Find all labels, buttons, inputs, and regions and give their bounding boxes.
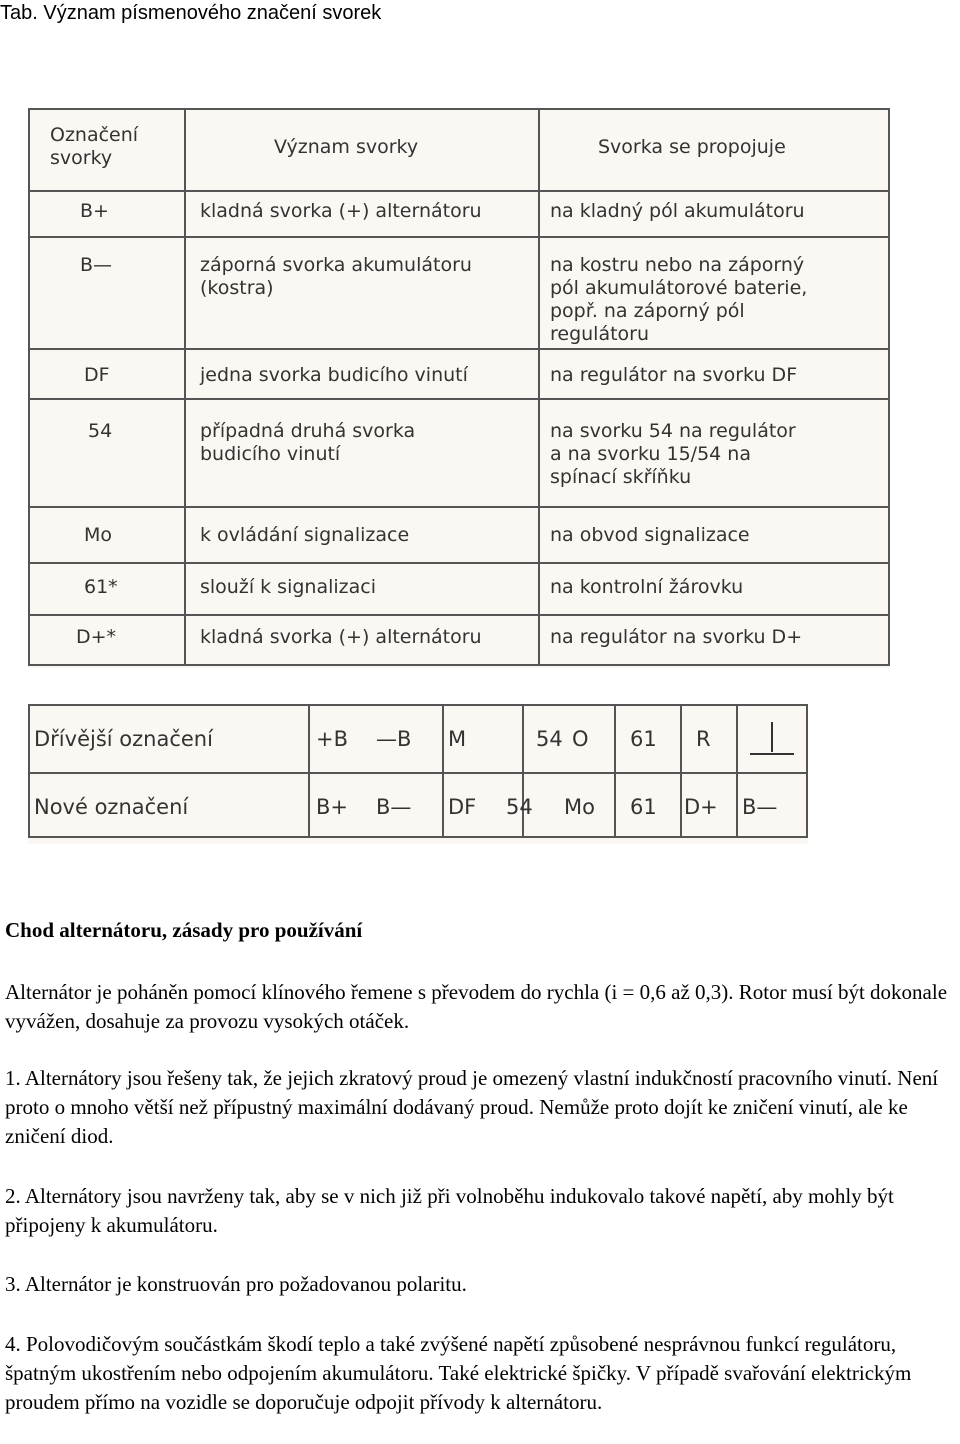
- new-code: B+: [316, 795, 349, 819]
- new-code: B—: [376, 795, 412, 819]
- column-divider: [442, 704, 444, 838]
- old-new-designation-table: [28, 704, 808, 844]
- table-divider: [28, 562, 890, 564]
- rule-4-paragraph: 4. Polovodičovým součástkám škodí teplo a také zvýšené napětí způsobené nesprávnou funkcí regulátoru, špatným ukostřením nebo odpojením akumulátoru. Také elektrické špičky. V případě svařování elektrickým proudem přímo na vozidle se doporučuje odpojit přívody k alternátoru.: [5, 1332, 912, 1414]
- table-border: [28, 108, 890, 110]
- terminal-meaning: kladná svorka (+) alternátoru: [200, 626, 482, 648]
- terminal-connection: na kladný pól akumulátoru: [550, 200, 805, 222]
- new-code: Mo: [564, 795, 595, 819]
- table-divider: [28, 190, 890, 192]
- column-divider: [184, 108, 186, 666]
- old-code: 54: [536, 727, 563, 751]
- terminal-connection: na regulátor na svorku DF: [550, 364, 798, 386]
- old-code: R: [696, 727, 711, 751]
- table-border: [28, 704, 30, 838]
- section-heading: Chod alternátoru, zásady pro používání: [5, 918, 363, 942]
- row-label-new: Nové označení: [34, 795, 189, 819]
- header-terminal-label: Označení svorky: [50, 124, 139, 169]
- terminal-code: 61*: [84, 576, 118, 598]
- new-code: 61: [630, 795, 657, 819]
- table-border: [806, 704, 808, 838]
- new-code: DF: [448, 795, 477, 819]
- new-code: B—: [742, 795, 778, 819]
- table-border: [28, 664, 890, 666]
- rule-2-paragraph: 2. Alternátory jsou navrženy tak, aby se v nich již při volnoběhu indukovalo takové napětí, aby mohly být připojeny k akumulátoru.: [5, 1184, 894, 1237]
- header-connection: Svorka se propojuje: [598, 136, 786, 158]
- terminal-connection: na regulátor na svorku D+: [550, 626, 803, 648]
- old-code: 61: [630, 727, 657, 751]
- terminal-connection: na obvod signalizace: [550, 524, 750, 546]
- terminal-meaning: k ovládání signalizace: [200, 524, 410, 546]
- old-code: O: [572, 727, 589, 751]
- terminal-meaning: slouží k signalizaci: [200, 576, 377, 598]
- old-code: M: [448, 727, 467, 751]
- column-divider: [614, 704, 616, 838]
- table-border: [28, 836, 808, 838]
- column-divider: [538, 108, 540, 666]
- new-code: 54: [506, 795, 533, 819]
- table-divider: [28, 614, 890, 616]
- rule-3-paragraph: 3. Alternátor je konstruován pro požadovanou polaritu.: [5, 1272, 467, 1296]
- table-divider: [28, 348, 890, 350]
- terminal-code: DF: [84, 364, 110, 386]
- column-divider: [308, 704, 310, 838]
- table-divider: [28, 506, 890, 508]
- terminal-meaning-table: [28, 108, 890, 668]
- terminal-meaning: kladná svorka (+) alternátoru: [200, 200, 482, 222]
- table-divider: [28, 398, 890, 400]
- new-code: D+: [684, 795, 718, 819]
- table-border: [28, 704, 808, 706]
- table-caption: Tab. Význam písmenového značení svorek: [0, 2, 382, 24]
- column-divider: [680, 704, 682, 838]
- ground-symbol-icon: [742, 718, 800, 764]
- terminal-meaning: záporná svorka akumulátoru (kostra): [200, 254, 472, 299]
- terminal-connection: na svorku 54 na regulátor a na svorku 15/54 na spínací skříňku: [550, 420, 796, 488]
- terminal-connection: na kostru nebo na záporný pól akumulátorové baterie, popř. na záporný pól regulátoru: [550, 254, 808, 345]
- table-border: [28, 108, 30, 666]
- old-code: +B: [316, 727, 349, 751]
- header-meaning: Význam svorky: [274, 136, 419, 158]
- terminal-meaning: jedna svorka budicího vinutí: [200, 364, 468, 386]
- terminal-code: 54: [88, 420, 113, 442]
- terminal-meaning: případná druhá svorka budicího vinutí: [200, 420, 416, 465]
- column-divider: [736, 704, 738, 838]
- intro-paragraph: Alternátor je poháněn pomocí klínového řemene s převodem do rychla (i = 0,6 až 0,3). Rotor musí být dokonale vyvážen, dosahuje za provozu vysokých otáček.: [5, 980, 948, 1033]
- table-divider: [28, 772, 808, 774]
- rule-1-paragraph: 1. Alternátory jsou řešeny tak, že jejich zkratový proud je omezený vlastní indukčností pracovního vinutí. Není proto o mnoho větší než přípustný maximální dodávaný proud. Nemůže proto dojít ke zničení vinutí, ale ke zničení diod.: [5, 1066, 939, 1148]
- terminal-code: Mo: [84, 524, 113, 546]
- terminal-code: D+*: [76, 626, 117, 648]
- row-label-old: Dřívější označení: [34, 727, 213, 751]
- terminal-code: B+: [80, 200, 109, 222]
- terminal-code: B—: [80, 254, 113, 276]
- table-border: [888, 108, 890, 666]
- old-code: —B: [376, 727, 412, 751]
- terminal-connection: na kontrolní žárovku: [550, 576, 744, 598]
- table-divider: [28, 236, 890, 238]
